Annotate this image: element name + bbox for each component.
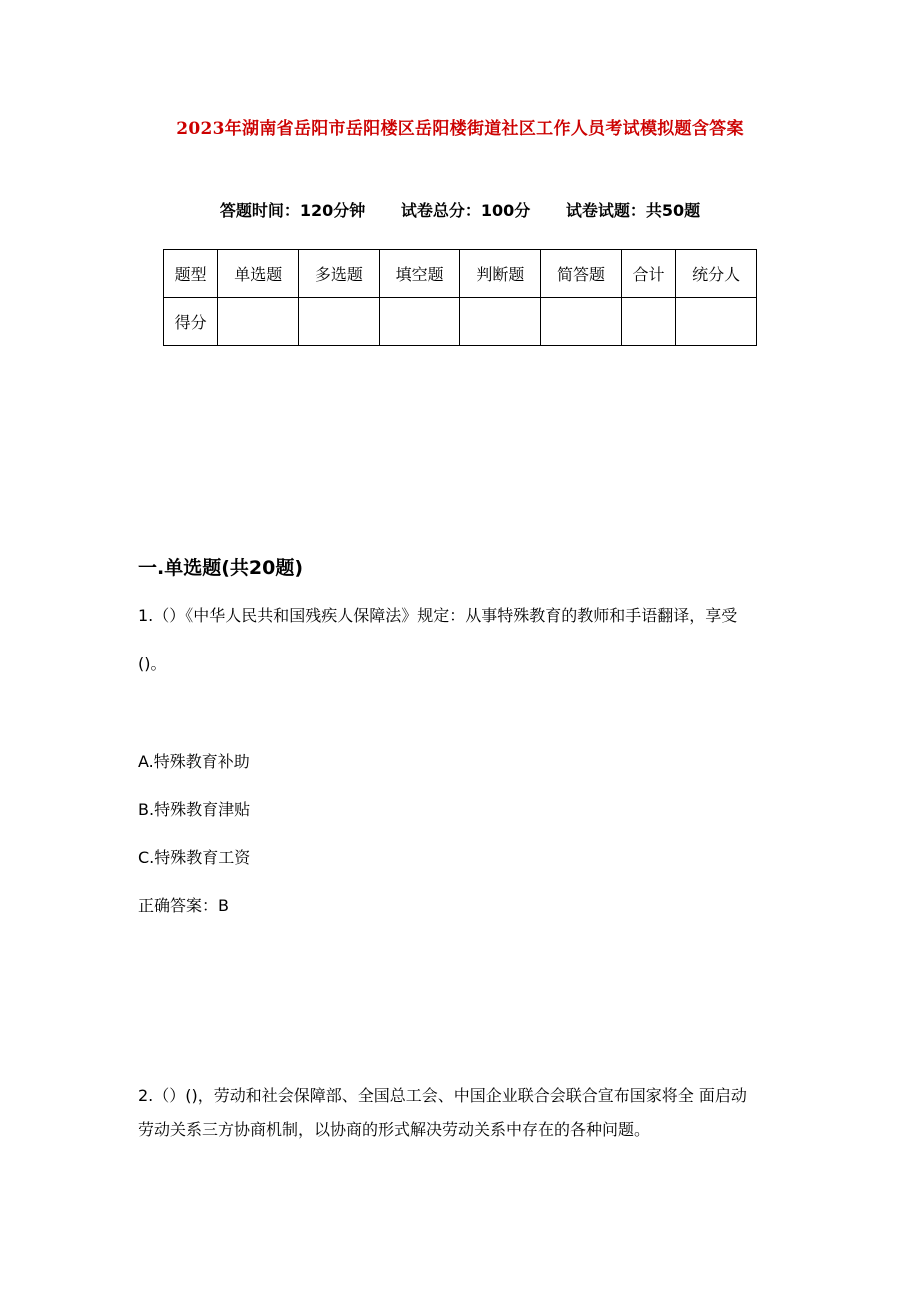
score-table-header-row	[164, 250, 757, 298]
score-cell	[299, 298, 380, 346]
exam-time: 答题时间：120分钟	[219, 201, 366, 220]
score-cell	[218, 298, 299, 346]
header-cell: 合计	[621, 250, 675, 298]
question-2	[138, 1072, 788, 1154]
header-cell: 单选题	[218, 250, 299, 298]
page-title: 2023年湖南省岳阳市岳阳楼区岳阳楼街道社区工作人员考试模拟题含答案	[176, 119, 744, 139]
section-heading: 一.单选题(共20题)	[138, 557, 304, 579]
score-table-score-row	[164, 298, 757, 346]
header-cell: 判断题	[460, 250, 541, 298]
exam-meta	[0, 198, 920, 221]
score-cell	[676, 298, 757, 346]
header-cell: 简答题	[541, 250, 622, 298]
score-cell	[541, 298, 622, 346]
correct-answer: 正确答案：B	[138, 896, 229, 915]
option-a: A.特殊教育补助	[138, 752, 250, 771]
score-table	[163, 249, 757, 346]
exam-question-count: 试卷试题：共50题	[565, 201, 701, 220]
question-text: ()。	[138, 654, 167, 673]
header-cell: 统分人	[676, 250, 757, 298]
score-cell	[460, 298, 541, 346]
question-text: 劳动关系三方协商机制，以协商的形式解决劳动关系中存在的各种问题。	[138, 1120, 651, 1139]
question-1	[138, 592, 788, 688]
option-b: B.特殊教育津贴	[138, 800, 251, 819]
option-c: C.特殊教育工资	[138, 848, 251, 867]
score-cell	[379, 298, 460, 346]
header-cell: 题型	[164, 250, 218, 298]
header-cell: 填空题	[379, 250, 460, 298]
header-cell: 多选题	[299, 250, 380, 298]
exam-total-score: 试卷总分：100分	[400, 201, 531, 220]
row-label-cell: 得分	[164, 298, 218, 346]
score-cell	[621, 298, 675, 346]
question-text: 1.（）《中华人民共和国残疾人保障法》规定：从事特殊教育的教师和手语翻译，享受	[138, 606, 738, 625]
question-text: 2.（）()，劳动和社会保障部、全国总工会、中国企业联合会联合宣布国家将全 面启动	[138, 1086, 747, 1105]
